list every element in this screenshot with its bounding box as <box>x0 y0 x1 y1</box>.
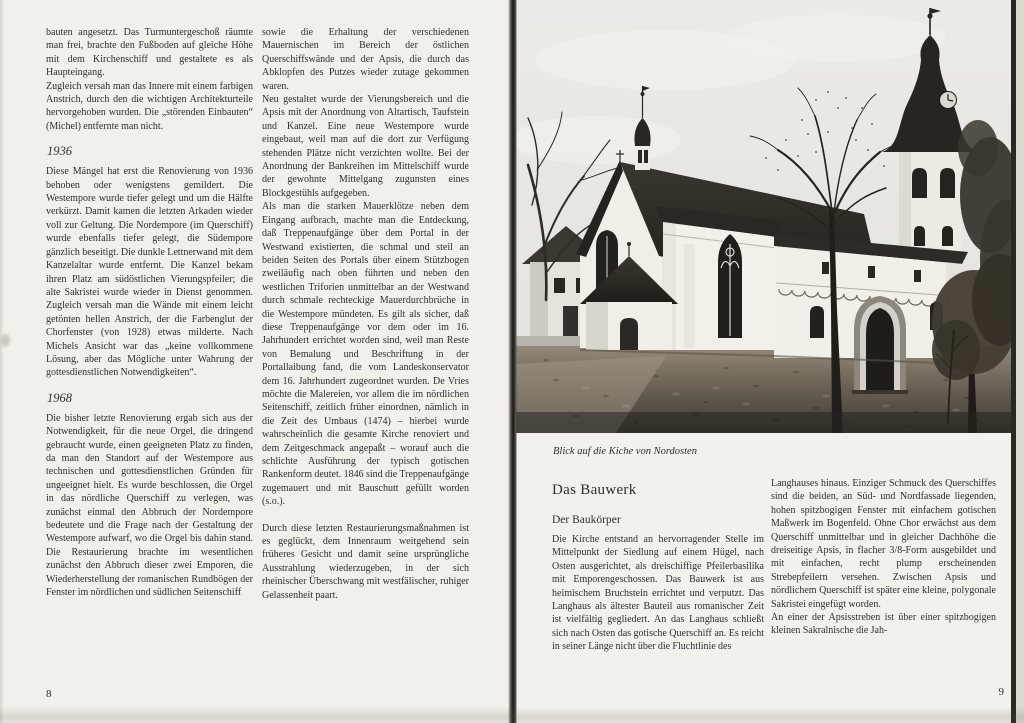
left-column-1 <box>46 26 253 599</box>
scan-edge-left <box>0 0 4 723</box>
page-number-right: 9 <box>998 686 1004 698</box>
scan-bottom-shadow <box>0 706 1024 723</box>
paragraph: An einer der Apsisstreben ist über einer spitzbogigen kleinen Sakralnische die Jah- <box>771 612 996 637</box>
paragraph: Diese Mängel hat erst die Renovierung von 1936 behoben oder wenigstens gemildert. Die Westempore wurde tiefer gelegt und um die Hälfte verkürzt. Damit kamen die letzten Arkaden wieder voll zur Geltung. Die Nordempore (im Querschiff) wurde ebenfalls tiefer gelegt, die Südempore gänzlich beseitigt. Die dunkle Lettnerwand mit dem Kanzelaltar wurde entfernt. Die Kanzel bekam ihren Platz am südöstlichen Vierungspfeiler; die alte Sakristei wurde wieder in Dienst genommen. Zugleich versah man die Wände mit einem leicht getönten hellen Anstrich, der die Farbenglut der Chorfenster (von 1928) etwas milderte. Nach Michels Ansicht war das „keine vollkommene Lösung, aber das Mögliche unter Wahrung der gottesdienstlichen Notwendigkeiten“. <box>46 166 253 379</box>
scan-mark <box>1 334 10 347</box>
year-heading-1968: 1968 <box>47 390 72 405</box>
left-column-2 <box>262 26 469 602</box>
paragraph: sowie die Erhaltung der verschiedenen Mauernischen im Bereich der östlichen Querschiffswände und der Apsis, die durch das Abklopfen des Putzes wieder zutage gekommen waren. <box>262 27 469 92</box>
right-column-1 <box>552 533 764 654</box>
paragraph: Die bisher letzte Renovierung ergab sich aus der Notwendigkeit, für die neue Orgel, die dringend gebraucht wurde, einen geeigneten Platz zu finden, da man den Standort auf der Westempore aus technischen und gottesdienstlichen Gründen für ungeeignet hielt. Es wurde beschlossen, die Orgel in das nördliche Querschiff zu verlegen, was zunächst einmal den Abbruch der Nordempore bedeutete und die Frage nach der Gestaltung der Westempore aufwarf, wo die Orgel bis dahin stand. Die Restaurierung brachte im wesentlichen zunächst den Abbruch dieser zwei Emporen, die Wiederherstellung der romanischen Rundbögen der Fenster im nördlichen und südlichen Seitenschiff <box>46 412 253 599</box>
page-number-left: 8 <box>46 688 52 700</box>
right-page <box>516 0 1024 723</box>
paragraph: Als man die starken Mauerklötze neben dem Eingang aufbrach, machte man die Entdeckung, daß Treppenaufgänge über dem Portal in der Westwand existierten, die schmal und steil an beiden Seiten des Portals über einem Stützbogen zweiläufig nach oben führten und neben den westlichen Triforien unmittelbar an der Westwand durch schmale rechteckige Mauerdurchbrüche in die Westempore mündeten. Es gilt als sicher, daß diese Treppenaufgänge vor dem oder im 16. Jahrhundert errichtet worden sind, weil man Reste von Bemalung und Beschriftung in der Portallaibung fand, die vom Landeskonservator dem 16. Jahrhundert zugeordnet wurden. De Vries möchte die Malereien, vor allem die im nördlichen Seitenschiff, zeitlich früher einordnen, nämlich in die Zeit des Umbaus (1474) – hierbei wurde wahrscheinlich die gesamte Kirche renoviert und dem Zeitgeschmack angepaßt – worauf auch die schlichte Ausführung der typisch gotischen Rankenform deutet. 1846 sind die Treppenaufgänge zugemauert und mit Bauschutt gefüllt worden (s.o.). <box>262 201 469 508</box>
right-column-2 <box>771 477 996 638</box>
paragraph: bauten angesetzt. Das Turmuntergeschoß räumte man frei, brachte den Fußboden auf gleiche Höhe mit dem Kirchenschiff und gestaltete es als Haupteingang. <box>46 27 253 79</box>
paragraph: Durch diese letzten Restaurierungsmaßnahmen ist es geglückt, dem Innenraum weitgehend sein früheres Gesicht und damit seine ursprüngliche Ausstrahlung wiederzugeben, in der sich rheinischer Überschwang mit westfälischer, ruhiger Gelassenheit paart. <box>262 522 469 601</box>
photo-caption: Blick auf die Kiche von Nordosten <box>553 446 697 457</box>
portal <box>852 296 908 394</box>
year-heading-1936: 1936 <box>47 144 72 159</box>
paragraph: Langhauses hinaus. Einziger Schmuck des Querschiffes sind die beiden, an Süd- und Nordfassade liegenden, hohen spitzbogigen Fenster mit einfachem gotischen Maßwerk im Bogenfeld. Ohne Chor erwächst aus dem Querschiff unmittelbar und in gleicher Dachhöhe die dreiseitige Apsis, in flacher 3/8-Form ausgebildet und mit einfachen, recht plump erscheinenden Strebepfeilern versehen. Zwischen Apsis und nördlichem Querschiff ist später eine kleine, polygonale Sakristei eingefügt worden. <box>771 478 996 610</box>
page-gutter <box>508 0 517 723</box>
sub-heading: Der Baukörper <box>552 514 621 526</box>
paragraph: Zugleich versah man das Innere mit einem farbigen Anstrich, durch den die wichtigen Architekturteile hervorgehoben wurden. Die „störenden Einbauten“ (Michel) entfernte man nicht. <box>46 80 253 132</box>
section-heading: Das Bauwerk <box>552 482 637 498</box>
paragraph: Neu gestaltet wurde der Vierungsbereich und die Apsis mit der Anordnung von Altartisch, Taufstein und Kanzel. Eine neue Westempore wurde eingebaut, weil man auf die dort zur Verfügung stehenden Plätze nicht verzichten wollte. Bei der Anordnung der Bankreihen im Mittelschiff wurde der gewohnte Mittelgang zugunsten eines Blockgestühls aufgegeben. <box>262 94 469 199</box>
scan-edge-right-paper <box>1016 0 1024 723</box>
transept <box>654 206 784 350</box>
paragraph: Die Kirche entstand an hervorragender Stelle im Mittelpunkt der Siedlung auf einem Hügel, nach Osten ausgerichtet, als dreischiffige Pfeilerbasilika mit Emporengeschossen. Das Bauwerk ist aus heimischem Bruchstein errichtet und verputzt. Das Langhaus als ältester Bauteil aus romanischer Zeit ist vielfältig gegliedert. An das Langhaus schließt sich nach Osten das gotische Querschiff an. Es reicht in seiner Länge nicht über die Fluchtlinie des <box>552 534 764 653</box>
church-photo <box>516 0 1014 433</box>
